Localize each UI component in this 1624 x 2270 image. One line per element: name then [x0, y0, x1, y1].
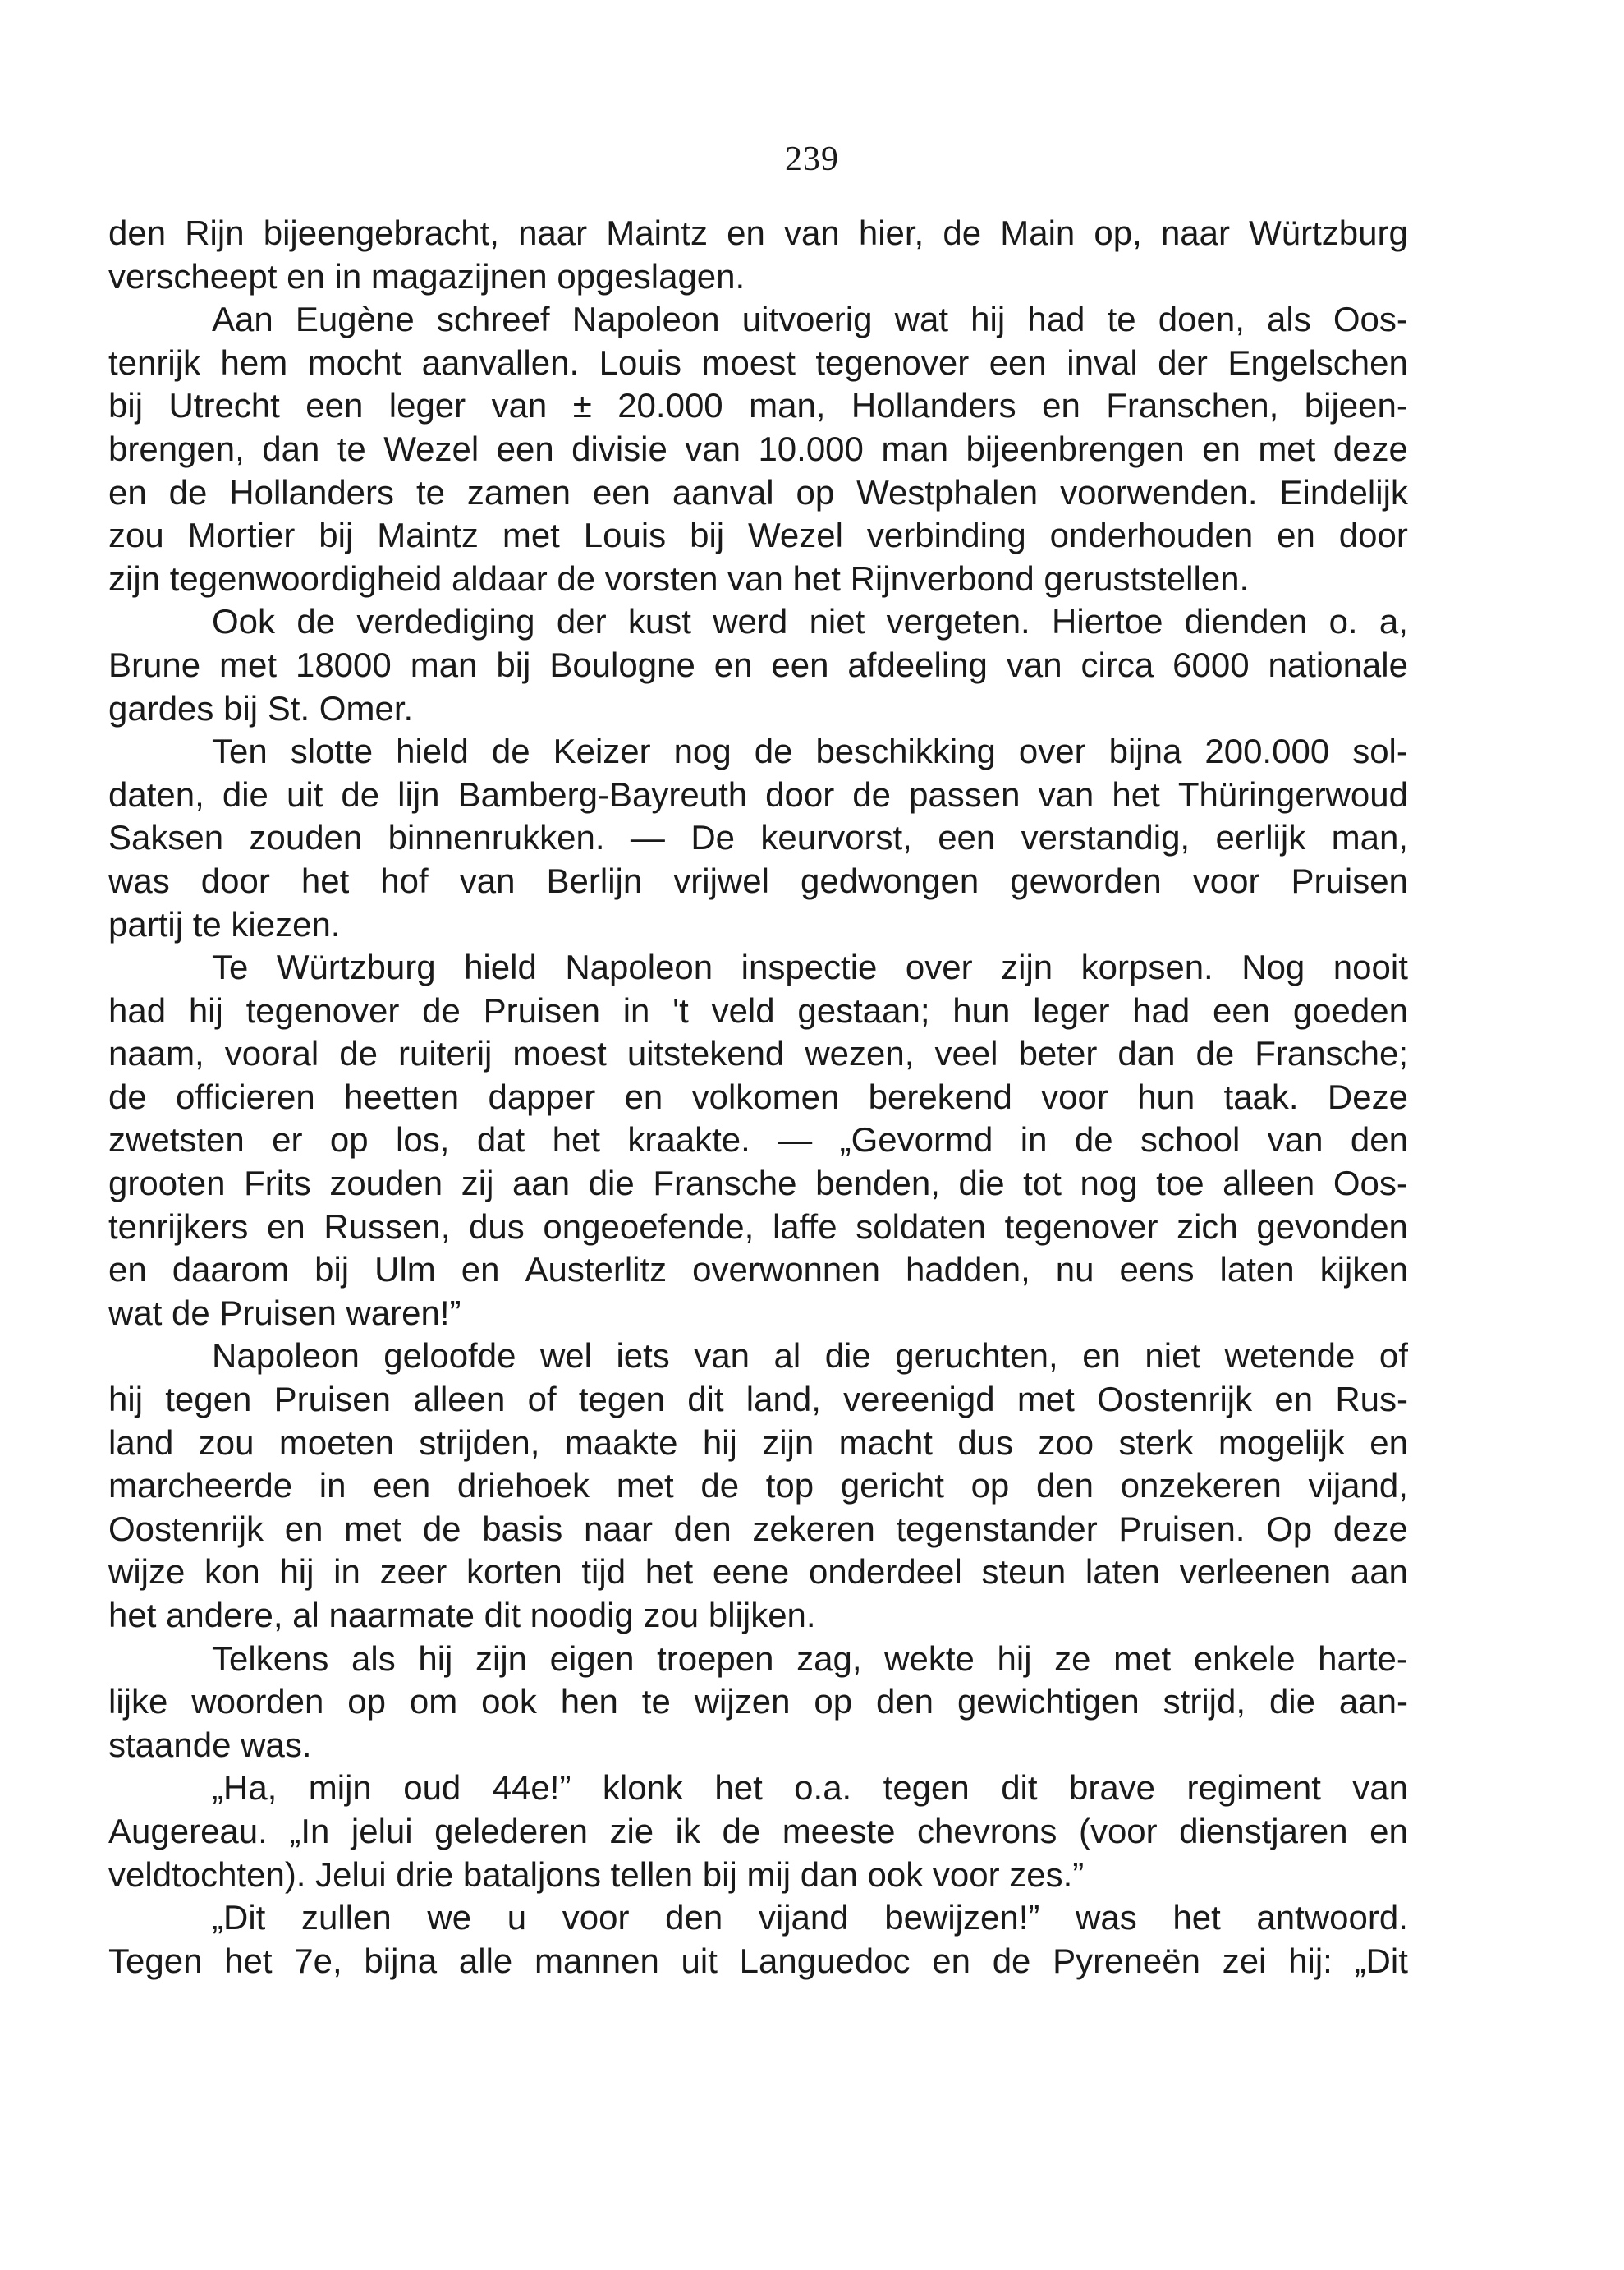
text-line: tenrijkers en Russen, dus ongeoefende, laffe soldaten tegenover zich gevonden — [108, 1206, 1408, 1246]
text-line: Aan Eugène schreef Napoleon uitvoerig wat hij had te doen, als Oos- — [212, 300, 1408, 339]
text-line: Oostenrijk en met de basis naar den zekeren tegenstander Pruisen. Op deze — [108, 1509, 1408, 1548]
text-line: Telkens als hij zijn eigen troepen zag, wekte hij ze met enkele harte- — [212, 1638, 1408, 1678]
text-line: staande was. — [108, 1725, 312, 1764]
text-line: brengen, dan te Wezel een divisie van 10.000 man bijeenbrengen en met deze — [108, 429, 1408, 468]
text-line: gardes bij St. Omer. — [108, 688, 414, 728]
text-line: tenrijk hem mocht aanvallen. Louis moest tegenover een inval der Engelschen — [108, 342, 1408, 382]
text-line: zou Mortier bij Maintz met Louis bij Wezel verbinding onderhouden en door — [108, 516, 1408, 555]
text-line: de officieren heetten dapper en volkomen berekend voor hun taak. Deze — [108, 1077, 1408, 1116]
text-line: Saksen zouden binnenrukken. — De keurvorst, een verstandig, eerlijk man, — [108, 818, 1408, 857]
text-line: het andere, al naarmate dit noodig zou blijken. — [108, 1596, 816, 1634]
text-line: Brune met 18000 man bij Boulogne en een afdeeling van circa 6000 nationale — [108, 645, 1408, 684]
text-line: Ten slotte hield de Keizer nog de beschikking over bijna 200.000 sol- — [212, 732, 1408, 771]
text-line: zijn tegenwoordigheid aldaar de vorsten van het Rijnverbond geruststellen. — [108, 558, 1250, 598]
text-line: hij tegen Pruisen alleen of tegen dit land, vereenigd met Oostenrijk en Rus- — [108, 1380, 1408, 1419]
text-line: partij te kiezen. — [108, 904, 341, 944]
text-line: daten, die uit de lijn Bamberg-Bayreuth door de passen van het Thüringerwoud — [108, 774, 1408, 814]
text-line: veldtochten). Jelui drie bataljons tellen bij mij dan ook voor zes.” — [108, 1854, 1085, 1894]
text-line: naam, vooral de ruiterij moest uitstekend wezen, veel beter dan de Fransche; — [108, 1034, 1408, 1073]
page-number: 239 — [785, 140, 839, 178]
text-line: grooten Frits zouden zij aan die Fransche benden, die tot nog toe alleen Oos- — [108, 1164, 1408, 1203]
text-line: wijze kon hij in zeer korten tijd het eene onderdeel steun laten verleenen aan — [108, 1552, 1408, 1592]
text-line: Ook de verdediging der kust werd niet vergeten. Hiertoe dienden o. a, — [212, 602, 1408, 641]
text-line: lijke woorden op om ook hen te wijzen op den gewichtigen strijd, die aan- — [108, 1682, 1408, 1721]
text-line: den Rijn bijeengebracht, naar Maintz en van hier, de Main op, naar Würtzburg — [108, 214, 1408, 252]
text-line: marcheerde in een driehoek met de top gericht op den onzekeren vijand, — [108, 1466, 1408, 1505]
text-line: „Dit zullen we u voor den vijand bewijzen!” was het antwoord. — [212, 1898, 1408, 1937]
text-line: was door het hof van Berlijn vrijwel gedwongen geworden voor Pruisen — [108, 861, 1408, 900]
text-line: en de Hollanders te zamen een aanval op Westphalen voorwenden. Eindelijk — [108, 472, 1408, 512]
text-line: Te Würtzburg hield Napoleon inspectie over zijn korpsen. Nog nooit — [212, 948, 1408, 987]
text-line: had hij tegenover de Pruisen in 't veld gestaan; hun leger had een goeden — [108, 990, 1408, 1030]
text-line: bij Utrecht een leger van ± 20.000 man, Hollanders en Franschen, bijeen- — [108, 386, 1408, 425]
text-line: land zou moeten strijden, maakte hij zijn macht dus zoo sterk mogelijk en — [108, 1422, 1408, 1462]
text-line: Napoleon geloofde wel iets van al die geruchten, en niet wetende of — [212, 1336, 1408, 1376]
text-line: en daarom bij Ulm en Austerlitz overwonnen hadden, nu eens laten kijken — [108, 1250, 1408, 1289]
text-line: verscheept en in magazijnen opgeslagen. — [108, 256, 745, 296]
text-line: „Ha, mijn oud 44e!” klonk het o.a. tegen dit brave regiment van — [212, 1768, 1408, 1808]
text-line: zwetsten er op los, dat het kraakte. — „Gevormd in de school van den — [108, 1120, 1408, 1160]
text-line: wat de Pruisen waren!” — [108, 1293, 461, 1332]
text-line: Tegen het 7e, bijna alle mannen uit Languedoc en de Pyreneën zei hij: „Dit — [108, 1941, 1408, 1980]
body-text — [108, 212, 1408, 1983]
text-line: Augereau. „In jelui gelederen zie ik de meeste chevrons (voor dienstjaren en — [108, 1811, 1408, 1850]
